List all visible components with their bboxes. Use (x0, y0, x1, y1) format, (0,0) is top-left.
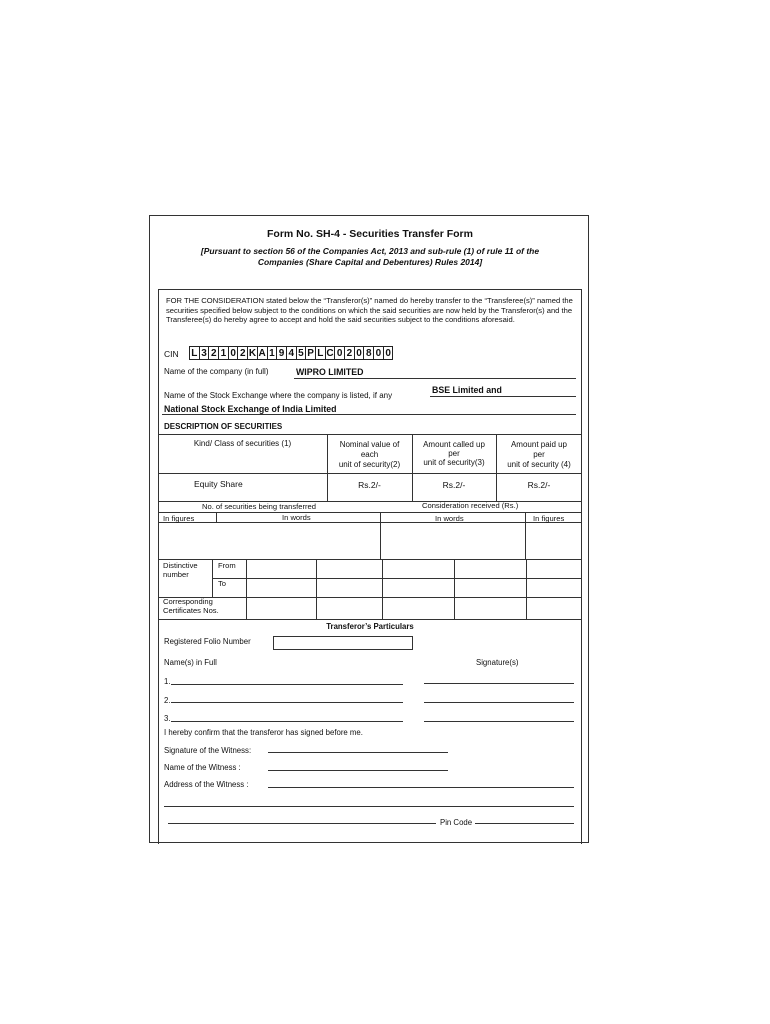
form-subtitle-line1: [Pursuant to section 56 of the Companies Act, 2013 and sub-rule (1) of rule 11 of the (200, 246, 540, 256)
grid-row-divider (158, 597, 582, 598)
sh4-form-page (149, 215, 589, 843)
transfer-col-divider (380, 512, 381, 560)
transfer-table-top (158, 512, 582, 513)
transfer-col-divider (525, 512, 526, 560)
company-name-value[interactable]: WIPRO LIMITED (296, 367, 364, 377)
signature-2-line[interactable] (424, 702, 574, 703)
cin-char: 3 (199, 346, 210, 360)
securities-header-paid-1: Amount paid up (510, 440, 568, 449)
folio-label: Registered Folio Number (164, 637, 251, 646)
securities-header-called-1: Amount called up (423, 440, 485, 449)
cin-char: 0 (228, 346, 239, 360)
in-figures-label-1: In figures (163, 514, 195, 523)
cin-char: 9 (276, 346, 287, 360)
grid-divider (454, 559, 455, 619)
signatures-label: Signature(s) (476, 658, 519, 667)
name-1-label: 1. (164, 677, 171, 686)
name-2-line[interactable] (171, 702, 403, 703)
grid-divider (526, 559, 527, 619)
securities-nominal-value[interactable]: Rs.2/- (358, 480, 381, 490)
grid-divider (382, 559, 383, 619)
consideration-paragraph: FOR THE CONSIDERATION stated below the “Transferor(s)” named do hereby transfer to the “Transferee(s)” named the securities specified below subject to the conditions on which the said securities are now held by the Transferor(s) and the Transferee(s) do hereby agree to accept and hold the said securities subject to the conditions aforesaid. (166, 296, 573, 325)
cin-char: 4 (286, 346, 297, 360)
company-name-line (294, 378, 576, 379)
securities-called-value[interactable]: Rs.2/- (442, 480, 466, 490)
witness-name-line[interactable] (268, 770, 448, 771)
cin-char: L (315, 346, 326, 360)
form-title: Form No. SH-4 - Securities Transfer Form (267, 228, 473, 240)
cin-char: L (189, 346, 200, 360)
stock-exchange-value-2[interactable]: National Stock Exchange of India Limited (164, 404, 337, 414)
certificates-label: Certificates Nos. (163, 606, 219, 615)
cin-char: K (248, 348, 257, 359)
cin-char: A (258, 348, 266, 359)
signature-3-line[interactable] (424, 721, 574, 722)
corresponding-label: Corresponding (163, 597, 213, 606)
cin-char: 5 (296, 346, 307, 360)
in-words-label-2: In words (435, 514, 464, 523)
witness-name-label: Name of the Witness : (164, 763, 241, 772)
name-3-label: 3. (164, 714, 171, 723)
cin-char: 0 (383, 346, 394, 360)
witness-signature-line[interactable] (268, 752, 448, 753)
name-1-line[interactable] (171, 684, 403, 685)
name-3-line[interactable] (171, 721, 403, 722)
signature-1-line[interactable] (424, 683, 574, 684)
transfer-header-divider (158, 522, 582, 523)
stock-exchange-value-1[interactable]: BSE Limited and (432, 385, 502, 395)
cin-char: 0 (334, 346, 345, 360)
grid-bottom (158, 619, 582, 620)
name-2-label: 2. (164, 696, 171, 705)
securities-kind-value[interactable]: Equity Share (194, 479, 243, 489)
pin-code-line[interactable] (475, 823, 574, 824)
grid-divider (246, 559, 247, 619)
securities-header-paid-2: per (533, 450, 545, 459)
securities-row-divider (158, 473, 582, 474)
from-to-divider (212, 578, 582, 579)
in-figures-label-2: In figures (533, 514, 565, 523)
witness-address-label: Address of the Witness : (164, 780, 249, 789)
securities-paid-value[interactable]: Rs.2/- (527, 480, 551, 490)
cin-char: 1 (218, 346, 229, 360)
witness-address-line-3[interactable] (168, 823, 436, 824)
cin-boxes (190, 346, 393, 360)
transfer-row-divider (158, 559, 582, 560)
description-heading: DESCRIPTION OF SECURITIES (164, 422, 283, 431)
cin-char: 8 (363, 346, 374, 360)
form-subtitle-line2: Companies (Share Capital and Debentures) Rules 2014] (257, 257, 483, 267)
stock-exchange-line-2 (162, 414, 576, 415)
to-label: To (218, 579, 227, 588)
confirm-statement: I hereby confirm that the transferor has signed before me. (164, 728, 363, 737)
cin-char: 2 (237, 346, 248, 360)
securities-header-paid-3: unit of security (4) (507, 460, 571, 469)
cin-char: 2 (344, 346, 355, 360)
stock-exchange-label: Name of the Stock Exchange where the company is listed, if any (164, 391, 393, 400)
in-words-label-1: In words (282, 513, 311, 522)
distinctive-label: Distinctive (163, 561, 198, 570)
folio-input[interactable] (273, 636, 413, 650)
from-label: From (218, 561, 236, 570)
cin-char: 2 (208, 346, 219, 360)
pin-code-label: Pin Code (440, 818, 473, 827)
cin-char: 0 (373, 346, 384, 360)
cin-char: 1 (267, 346, 278, 360)
stock-exchange-line-1 (430, 396, 576, 397)
grid-divider (316, 559, 317, 619)
cin-char: 0 (354, 346, 365, 360)
transferor-heading: Transferor’s Particulars (326, 622, 414, 631)
cin-char: C (326, 348, 334, 359)
cin-char: P (305, 346, 316, 360)
securities-header-nominal-3: unit of security(2) (338, 460, 401, 469)
witness-signature-label: Signature of the Witness: (164, 746, 252, 755)
securities-header-kind: Kind/ Class of securities (1) (193, 439, 292, 448)
securities-header-called-2: per (448, 449, 460, 458)
cin-label: CIN (164, 349, 179, 359)
no-of-securities-heading: No. of securities being transferred (202, 502, 316, 511)
company-name-label: Name of the company (in full) (164, 367, 269, 376)
securities-header-called-3: unit of security(3) (423, 458, 485, 467)
witness-address-line-1[interactable] (268, 787, 574, 788)
securities-header-nominal-1: Nominal value of (339, 440, 400, 449)
witness-address-line-2[interactable] (164, 806, 574, 807)
names-label: Name(s) in Full (164, 658, 217, 667)
transfer-col-divider (216, 512, 217, 522)
number-label: number (163, 570, 189, 579)
securities-header-nominal-2: each (360, 450, 379, 459)
consideration-heading: Consideration received (Rs.) (422, 501, 519, 510)
